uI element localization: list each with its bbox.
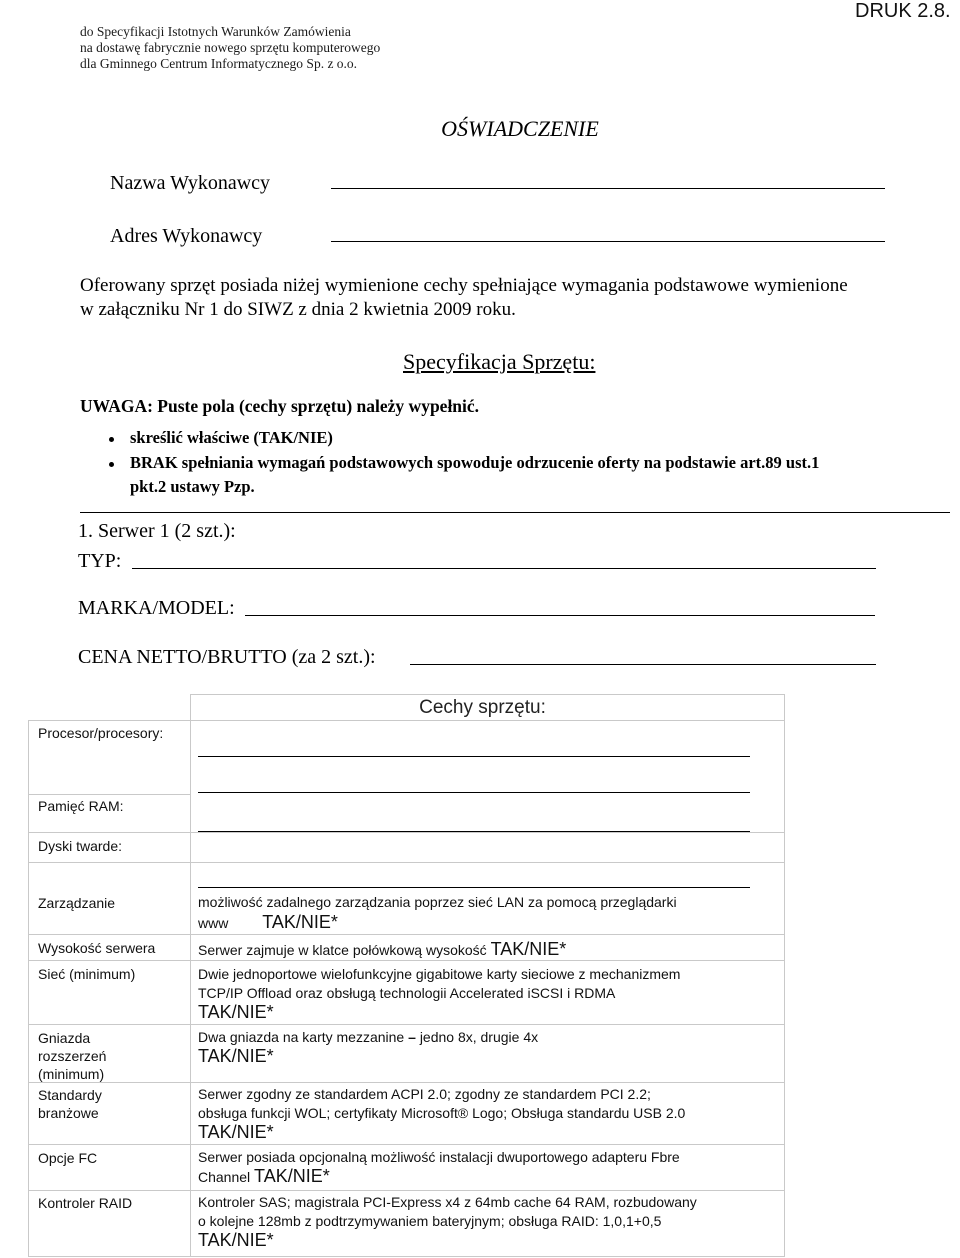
- druk-number: DRUK 2.8.: [855, 0, 951, 22]
- row-label-gniazda: [38, 1029, 106, 1083]
- standardy-tak-nie[interactable]: TAK/NIE*: [198, 1122, 274, 1142]
- document-title: OŚWIADCZENIE: [441, 116, 599, 141]
- intro-paragraph: [80, 274, 960, 322]
- bullet-icon: [109, 462, 114, 467]
- row-label-gniazda-2: rozszerzeń: [38, 1048, 107, 1064]
- notice-bullet-2-line-2: pkt.2 ustawy Pzp.: [130, 477, 255, 496]
- marka-label: MARKA/MODEL:: [78, 597, 235, 619]
- standardy-value: [198, 1085, 685, 1142]
- wysokosc-value: [198, 940, 566, 960]
- wysokosc-tak-nie[interactable]: TAK/NIE*: [490, 939, 567, 959]
- intro-line-2: w załączniku Nr 1 do SIWZ z dnia 2 kwietnia 2009 roku.: [80, 299, 516, 320]
- header-line-2: na dostawę fabrycznie nowego sprzętu komputerowego: [80, 40, 381, 55]
- contractor-address-label: Adres Wykonawcy: [110, 225, 263, 247]
- standardy-value-2: obsługa funkcji WOL; certyfikaty Microsoft® Logo; Obsługa standardu USB 2.0: [198, 1105, 686, 1121]
- table-header: Cechy sprzętu:: [419, 697, 546, 718]
- gniazda-value-line: [198, 1028, 538, 1047]
- row-label-siec: Sieć (minimum): [38, 966, 136, 982]
- section-heading: 1. Serwer 1 (2 szt.):: [78, 520, 236, 542]
- notice-bullet-1: skreślić właściwe (TAK/NIE): [130, 428, 333, 447]
- procesor-field[interactable]: [198, 756, 750, 757]
- gniazda-value-a: Dwa gniazda na karty mezzanine: [198, 1029, 405, 1045]
- gniazda-value: [198, 1028, 538, 1066]
- row-label-fc: Opcje FC: [38, 1150, 98, 1166]
- zarzadzanie-value: [198, 893, 677, 933]
- spec-title: Specyfikacja Sprzętu:: [403, 349, 596, 374]
- row-label-raid: Kontroler RAID: [38, 1195, 133, 1211]
- wysokosc-value-text: Serwer zajmuje w klatce połówkową wysokość: [198, 942, 487, 958]
- zarzadzanie-value-2-line: [198, 913, 677, 933]
- raid-tak-nie[interactable]: TAK/NIE*: [198, 1230, 274, 1250]
- notice-bullet-2-line-1: BRAK spełniania wymagań podstawowych spowoduje odrzucenie oferty na podstawie art.89 ust.1: [130, 453, 820, 472]
- siec-value: [198, 965, 680, 1022]
- row-label-standardy-2: branżowe: [38, 1105, 99, 1121]
- gniazda-tak-nie[interactable]: TAK/NIE*: [198, 1046, 274, 1066]
- row-label-ram: Pamięć RAM:: [38, 798, 124, 814]
- contractor-name-label: Nazwa Wykonawcy: [110, 172, 271, 194]
- contractor-address-field[interactable]: [331, 241, 885, 242]
- typ-label: TYP:: [78, 550, 122, 572]
- zarzadzanie-tak-nie[interactable]: TAK/NIE*: [262, 912, 338, 932]
- cena-label: CENA NETTO/BRUTTO (za 2 szt.):: [78, 646, 376, 668]
- notice-uwaga: UWAGA: Puste pola (cechy sprzętu) należy wypełnić.: [80, 396, 480, 416]
- section-divider: [80, 512, 950, 513]
- row-label-procesor: Procesor/procesory:: [38, 725, 164, 741]
- fc-tak-nie[interactable]: TAK/NIE*: [254, 1166, 330, 1186]
- fc-value-2: Channel: [198, 1169, 251, 1185]
- fc-value: [198, 1148, 680, 1187]
- row-label-gniazda-3: (minimum): [38, 1066, 105, 1082]
- procesor-field-2[interactable]: [198, 792, 750, 793]
- intro-line-1: Oferowany sprzęt posiada niżej wymienione cechy spełniające wymagania podstawowe wymienione: [80, 275, 848, 296]
- row-label-standardy-1: Standardy: [38, 1087, 102, 1103]
- marka-field[interactable]: [245, 615, 875, 616]
- row-label-standardy: [38, 1086, 102, 1122]
- bullet-icon: [109, 437, 114, 442]
- fc-value-2-line: [198, 1167, 680, 1187]
- gniazda-value-b: jedno 8x, drugie 4x: [419, 1029, 539, 1045]
- raid-value: [198, 1193, 697, 1250]
- row-label-zarzadzanie: Zarządzanie: [38, 895, 116, 911]
- row-label-wysokosc: Wysokość serwera: [38, 940, 156, 956]
- standardy-value-1: Serwer zgodny ze standardem ACPI 2.0; zgodny ze standardem PCI 2.2;: [198, 1086, 651, 1102]
- dyski-field[interactable]: [198, 887, 750, 888]
- zarzadzanie-value-2: www: [198, 915, 229, 931]
- cena-field[interactable]: [410, 664, 876, 665]
- fc-value-1: Serwer posiada opcjonalną możliwość instalacji dwuportowego adapteru Fbre: [198, 1149, 680, 1165]
- zarzadzanie-value-1: możliwość zadalnego zarządzania poprzez sieć LAN za pomocą przeglądarki: [198, 894, 677, 910]
- row-label-gniazda-1: Gniazda: [38, 1030, 91, 1046]
- contractor-name-field[interactable]: [331, 188, 885, 189]
- typ-field[interactable]: [132, 568, 876, 569]
- header-line-1: do Specyfikacji Istotnych Warunków Zamówienia: [80, 24, 351, 39]
- ram-field[interactable]: [198, 831, 750, 832]
- row-label-dyski: Dyski twarde:: [38, 838, 123, 854]
- raid-value-1: Kontroler SAS; magistrala PCI-Express x4 z 64mb cache 64 RAM, rozbudowany: [198, 1194, 697, 1210]
- header-line-3: dla Gminnego Centrum Informatycznego Sp. z o.o.: [80, 56, 358, 71]
- siec-value-2: TCP/IP Offload oraz obsługą technologii Accelerated iSCSI i RDMA: [198, 985, 616, 1001]
- raid-value-2: o kolejne 128mb z podtrzymywaniem bateryjnym; obsługa RAID: 1,0,1+0,5: [198, 1213, 662, 1229]
- gniazda-value-dash: –: [408, 1029, 416, 1045]
- document-header: [80, 24, 380, 72]
- siec-value-1: Dwie jednoportowe wielofunkcyjne gigabitowe karty sieciowe z mechanizmem: [198, 966, 681, 982]
- siec-tak-nie[interactable]: TAK/NIE*: [198, 1002, 274, 1022]
